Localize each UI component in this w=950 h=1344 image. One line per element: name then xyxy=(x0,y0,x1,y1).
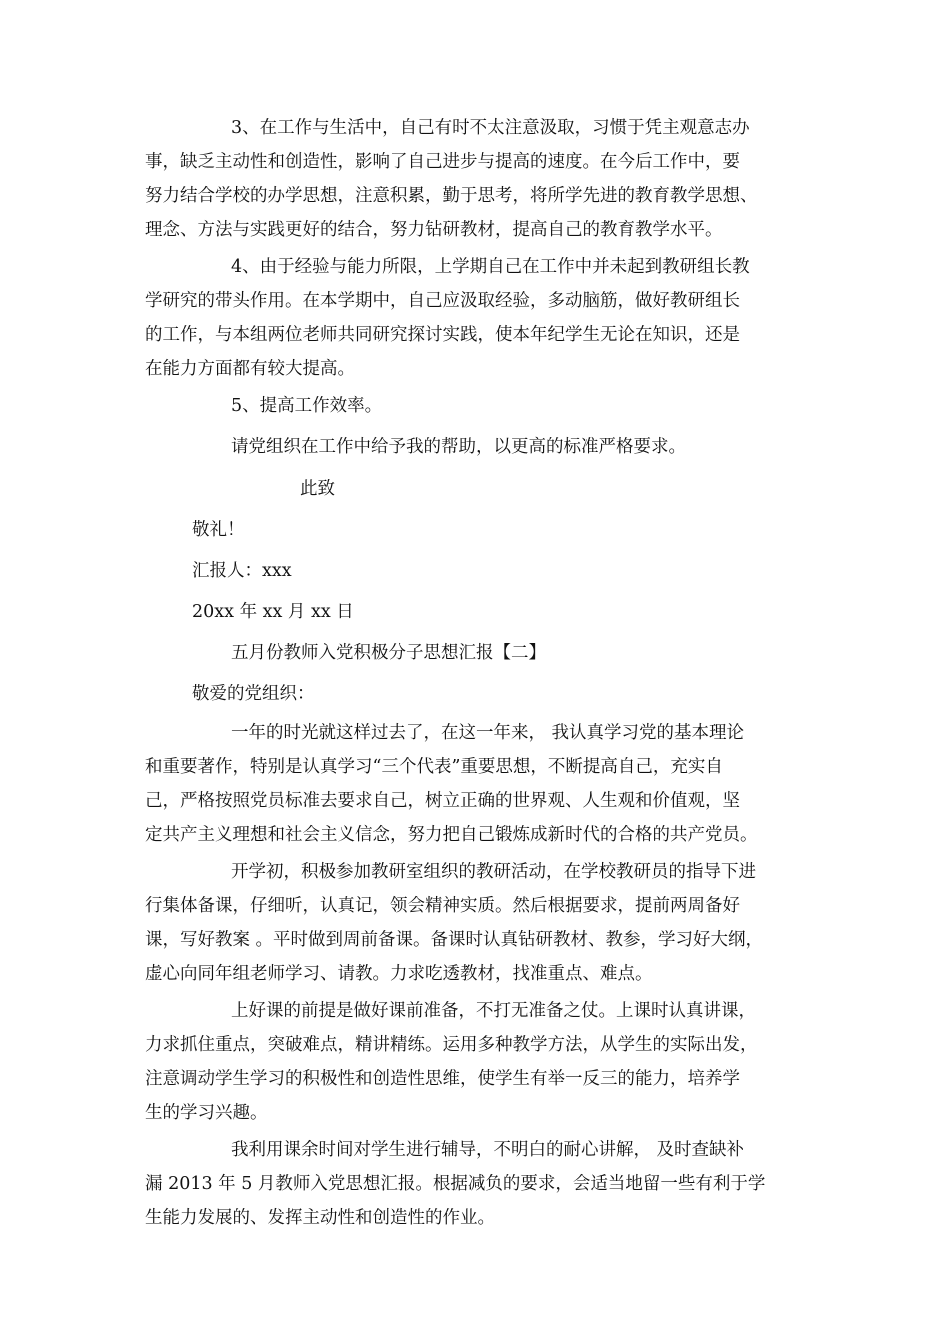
text-line: 力求抓住重点，突破难点，精讲精练。运用多种教学方法，从学生的实际出发， xyxy=(145,1035,758,1055)
text-line: 努力结合学校的办学思想，注意积累，勤于思考，将所学先进的教育教学思想、 xyxy=(145,186,758,206)
text-line: 课，写好教案 。平时做到周前备课。备课时认真钻研教材、教参，学习好大纲， xyxy=(145,930,764,950)
text-line: 定共产主义理想和社会主义信念，努力把自己锻炼成新时代的合格的共产党员。 xyxy=(145,825,758,845)
text-line: 上好课的前提是做好课前准备，不打无准备之仗。上课时认真讲课， xyxy=(231,1001,756,1021)
paragraph-tutoring xyxy=(145,1133,805,1235)
paragraph-4-experience xyxy=(145,250,805,386)
text-line: 的工作，与本组两位老师共同研究探讨实践，使本年纪学生无论在知识，还是 xyxy=(145,325,740,345)
paragraph-5-efficiency: 5、提高工作效率。 xyxy=(231,396,383,416)
text-line: 行集体备课，仔细听，认真记，领会精神实质。然后根据要求，提前两周备好 xyxy=(145,896,740,916)
paragraph-3-self-reflection xyxy=(145,111,805,247)
text-line: 和重要著作，特别是认真学习“三个代表”重要思想，不断提高自己，充实自 xyxy=(145,757,723,777)
text-line: 一年的时光就这样过去了，在这一年来， 我认真学习党的基本理论 xyxy=(231,723,745,743)
paragraph-study-theory xyxy=(145,716,805,852)
text-line: 己，严格按照党员标准去要求自己，树立正确的世界观、人生观和价值观，坚 xyxy=(145,791,740,811)
closing-respect: 敬礼！ xyxy=(192,520,245,540)
text-line: 生能力发展的、发挥主动性和创造性的作业。 xyxy=(145,1208,495,1228)
text-line: 3、在工作与生活中，自己有时不太注意汲取，习惯于凭主观意志办 xyxy=(231,118,750,138)
text-line: 漏 2013 年 5 月教师入党思想汇报。根据减负的要求，会适当地留一些有利于学 xyxy=(145,1174,766,1194)
text-line: 理念、方法与实践更好的结合，努力钻研教材，提高自己的教育教学水平。 xyxy=(145,220,723,240)
closing-salutation: 此致 xyxy=(300,479,335,499)
text-line: 4、由于经验与能力所限，上学期自己在工作中并未起到教研组长教 xyxy=(231,257,750,277)
text-line: 我利用课余时间对学生进行辅导，不明白的耐心讲解， 及时查缺补 xyxy=(231,1140,745,1160)
text-line: 开学初，积极参加教研室组织的教研活动，在学校教研员的指导下进 xyxy=(231,862,756,882)
paragraph-request: 请党组织在工作中给予我的帮助，以更高的标准严格要求。 xyxy=(231,437,686,457)
text-line: 在能力方面都有较大提高。 xyxy=(145,359,355,379)
text-line: 学研究的带头作用。在本学期中，自己应汲取经验，多动脑筋，做好教研组长 xyxy=(145,291,740,311)
text-line: 虚心向同年组老师学习、请教。力求吃透教材，找准重点、难点。 xyxy=(145,964,653,984)
paragraph-lesson-prep xyxy=(145,855,805,991)
report-date: 20xx 年 xx 月 xx 日 xyxy=(192,602,354,622)
greeting: 敬爱的党组织： xyxy=(192,684,315,704)
text-line: 事，缺乏主动性和创造性，影响了自己进步与提高的速度。在今后工作中，要 xyxy=(145,152,740,172)
paragraph-teaching-methods xyxy=(145,994,805,1130)
reporter-line: 汇报人：xxx xyxy=(192,561,292,581)
text-line: 注意调动学生学习的积极性和创造性思维，使学生有举一反三的能力，培养学 xyxy=(145,1069,740,1089)
section-title: 五月份教师入党积极分子思想汇报【二】 xyxy=(231,643,546,663)
text-line: 生的学习兴趣。 xyxy=(145,1103,268,1123)
